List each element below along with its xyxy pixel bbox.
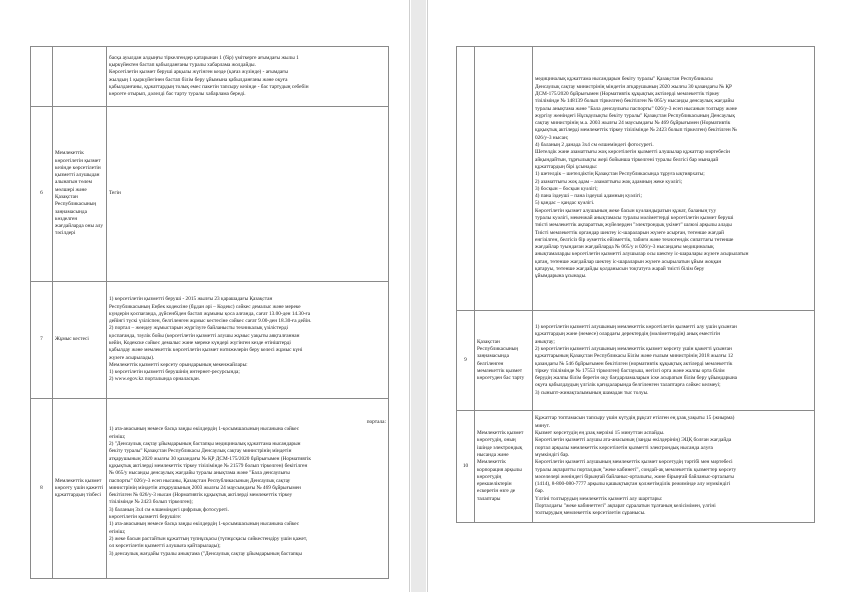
content-line: мәселелері жөніндегі бірыңғай байланыс-орталығы, және бірыңғай байланыс-орталығы [535, 473, 734, 480]
content-line: дейінгі түскі үзіліспен, белгіленген жұмыс кестесіне сәйкес сағат 9.00-ден 18.30-ға дейін. [109, 318, 312, 325]
content-line: құқықтық актілерді мемлекеттік тіркеу тізілімінде № 21579 болып тіркелген) бекітілген [109, 462, 308, 469]
content-line: № 065/у нысанды денсаулық жағдайы туралы анықтама және "Бала денсаулығы [109, 470, 290, 477]
content-line: 3) босқын – босқын куәлігі; [535, 185, 598, 192]
content-line: қабылдау және мемлекеттік көрсетілетін қызмет нәтижелерін беру келесі жұмыс күні [109, 347, 303, 354]
row-number [457, 47, 475, 311]
row-name: Мемлекеттік қызмет көрсету үшін қажетті құжаттардың тізбесі [53, 399, 107, 579]
content-line: паспорты" 026/у-3 есеп нысаны, Қазақстан Республикасының Денсаулық сақтау [109, 477, 291, 484]
content-line: Көрсетілетін қызмет алушының жеке басын куәландыратын құжат, баланың туу [535, 207, 717, 214]
content-line: анықтау; [535, 338, 555, 345]
content-line: Үлгіні толтырудың мемлекеттік қызметті алу шарттары: [535, 495, 663, 502]
content-line: минут. [535, 422, 550, 429]
row-number [31, 47, 53, 107]
row-content [533, 47, 815, 311]
content-line: анықтамаларды көрсетілетін қызметті алушылар осы шектеу іс-шаралары жүзеге асырылатын [535, 251, 749, 258]
content-line: өтініш; [109, 433, 126, 440]
content-line: туралы ақпаратты порталдың "жеке кабинеті", сондай-ақ мемлекеттік қызметтер көрсету [535, 466, 737, 473]
content-line: қоспағанда, тәулік бойы (көрсетілетін қызметті алушы жұмыс уақыты аяқталғаннан [109, 332, 300, 339]
content-line: тізілімінде № 2423 болып тіркелген); [109, 499, 193, 506]
content-line: 4) пана іздеуші – пана іздеуші адамның куәлігі; [535, 193, 642, 200]
content-line: 1) ата-анасының немесе басқа заңды өкілдердің 1-қосымшасының нысанына сәйкес [109, 426, 300, 433]
content-line: бар. [535, 488, 545, 495]
row-name: Мемлекеттік көрсетілетін қызмет кезінде көрсетілетін қызметті алушыдан алынатын төлем мөлшері және Қазақстан Республикасының заңнамасында көзделген жағдайларда оны алу тәсілдері [53, 107, 107, 282]
content-line: 2) www.egov.kz порталында орналасқан. [109, 376, 200, 383]
row-name [475, 47, 533, 311]
content-line: атқарушының 2020 жылғы 30 қазандағы № ҚР ДСМ-175/2020 бұйрығымен (Нормативтік [109, 455, 311, 462]
content-line: 1) көрсетілетін қызметті беруші - 2015 жылғы 23 қарашадағы Қазақстан [109, 296, 273, 303]
table-row [31, 399, 389, 579]
content-line: 2) портал – жөндеу жұмыстарын жүргізуге байланысты техникалық үзілістерді [109, 325, 289, 332]
content-line: қыркүйектен бастап қабылданғаны туралы хабарлама жолдайды. [109, 61, 256, 68]
content-line: мүмкіндігі бар. [535, 451, 570, 458]
content-line: Денсаулық сақтау министрінің міндетін атқарушының 2020 жылғы 30 қазандағы № ҚР [535, 83, 732, 90]
content-line: Тиісті мемлекеттік органдар шектеу іс-шараларын жүзеге асырған, төтенше жағдай [535, 229, 724, 236]
content-line: құжаттарының Қазақстан Республикасы Білім және ғылым министрінің 2018 жылғы 12 [535, 353, 734, 360]
content-line: қазандағы № 546 бұйрығымен бекітілген (нормативтік құқықтық актілерді мемлекеттік [535, 360, 733, 367]
content-line: 1) көрсетілетін қызметті берушінің интернет-ресурсында; [109, 369, 240, 376]
row-number: 6 [31, 107, 53, 282]
content-line: тиісті мемлекеттік ақпараттық жүйелерден "электрондық үкімет" шлюзі арқылы алады [535, 222, 732, 229]
content-line: Мемлекеттік қызметті көрсету орындарының мекенжайлары: [109, 361, 248, 368]
content-line: ол көрсетілетін қызметті алушыға қайтарылады); [109, 543, 221, 550]
content-line: 1) шетелдік – шетелдіктің Қазақстан Республикасында тұруға ықтиярхаты; [535, 171, 705, 178]
content-line: портал арқылы мемлекеттік көрсетілетін қызметті электрондық нысанда алуға [535, 444, 713, 451]
content-line: туралы анықтама және "Бала денсаулығы паспорты" 026/у-3 есеп нысанын толтыру және [535, 105, 737, 112]
row-content [533, 411, 815, 523]
row-content [107, 399, 389, 579]
content-line: енгізілген, белгісіз бір әуметтік ейізметтік, табиғи және техногендік сипаттағы төтенше [535, 236, 734, 243]
content-line: 1) көрсетілетін қызметті алушының мемлекеттік көрсетілетін қызметті алу үшін ұсынған [535, 324, 737, 331]
content-line: құқықтық актілерді мемлекеттік тіркеу тізілімінде № 2423 болып тіркелген) бекітілген № [535, 127, 738, 134]
content-line: медициналық құжаттама нысандарын бекіту туралы" Қазақстан Республикасы [535, 76, 713, 83]
content-line: министрінің міндетін атқарушының 2003 жылғы 24 маусымдағы № 469 бұйрығымен [109, 484, 301, 491]
content-line: басқа ауылдан алдыңғы тіркелгендер қатарынан 1 (бір) үміткерге ағымдағы жылы 1 [109, 54, 299, 61]
content-line: жағдайлар туындаған жағдайларда № 065/у и 026/у-3 нысандағы медициналық [535, 244, 714, 251]
content-line: Порталдағы "жеке кабинеттегі" ақпарат сұралатын тұлғаның келісімімен, үлгіні [535, 502, 716, 509]
content-line: Құжаттар топтамасын тапсыру үшін күтудің рұқсат етілген ең ұзақ уақыты 15 (жиырма) [535, 415, 735, 422]
table-row [31, 282, 389, 399]
content-line: 2) жеке басын растайтын құжаттың түпнұсқасы (түпнұсқасы сәйкестендіру үшін қажет, [109, 535, 308, 542]
table-row [457, 411, 815, 523]
content-line: 3) сыныпт-жинақталымының шамадан тыс толуы. [535, 389, 649, 396]
content-line: тізілімінде № 148139 болып тіркелген) бекітілген № 065/у нысанды денсаулық жағдайы [535, 98, 734, 105]
content-line: 5) қандас – қандас куәлігі. [535, 200, 595, 207]
content-line: бекітілген № 026/у-3 нысан (Нормативтік құқықтық актілерді мемлекеттік тіркеу [109, 492, 293, 499]
content-line: толтырудың мемлекеттік көрсетілетін сұранысы. [535, 510, 646, 517]
row-number: 10 [457, 411, 475, 523]
content-line: 2) азаматтығы жоқ адам – азаматтығы жоқ адамның жеке куәлігі; [535, 178, 683, 185]
content-line: 1) ата-анасының немесе басқа заңды өкілдердің 1-қосымшасының нысанына сәйкес [109, 521, 300, 528]
row-name: Қазақстан Республикасының заңнамасында белгіленген мемлекеттік қызмет көрсетуден бас тарту [475, 311, 533, 411]
content-line: Тегін [109, 190, 121, 197]
content-line: күндерін қоспағанда, дүйсенбіден бастап жұмыны қоса алғанда, сағат 13.00-ден 14.30-ға [109, 310, 311, 317]
content-line: жүзеге асырылады). [109, 354, 155, 361]
content-line: жүргізу жөніндегі Нұсқаулықты бекіту туралы" Қазақстан Республикасының Денсаулық [535, 112, 735, 119]
row-number: 8 [31, 399, 53, 579]
row-content [107, 47, 389, 107]
content-line: 3) денсаулық жағдайы туралы анықтама ("Денсаулық сақтау ұйымдарының бастапқы [109, 550, 302, 557]
service-standard-table-left [30, 46, 389, 579]
content-line: өтініш; [109, 528, 126, 535]
content-line: Республикасының Еңбек кодексіне (бұдан әрі – Кодекс) сәйкес демалыс және мереке [109, 303, 301, 310]
content-line: құжаттардың бірі ұсынады: [535, 163, 598, 170]
content-line: берудің жалпы білім беретін оқу бағдарламаларын іске асыратын білім беру ұйымдарына [535, 375, 738, 382]
content-line: Қызмет көрсетудің ең ұзақ мерзімі 15 минуттан аспайды. [535, 430, 665, 437]
table-row [31, 107, 389, 282]
content-line: 3) баланың 3х4 см өлшеміндегі цифрлық фотосуреті. [109, 506, 229, 513]
content-line: құжаттардың және (немесе) олардағы деректердің (мәліметтердің) анық еместігін [535, 331, 721, 338]
content-line: туралы куәлігі, мекенжай анықтамасы туралы мәліметтерді көрсетілетін қызмет беруші [535, 214, 734, 221]
content-line: 4) баланың 2 данада 3х4 см өлшеміндегі фотосуреті. [535, 142, 654, 149]
content-line: қатаруы, төтенше жағдайды қолданысын тоқтатуға жарай тиісті білім беру [535, 266, 705, 273]
table-row [457, 47, 815, 311]
row-content [533, 311, 815, 411]
content-line: көрсете отырып, дәлелді бас тарту туралы хабарлама береді. [109, 91, 246, 98]
row-content [107, 107, 389, 282]
row-name: Жұмыс кестесі [53, 282, 107, 399]
content-line: қатаң, төтенше жағдайлар шектеу іс-шараларын жүзеге асырылатын ұйым жоққан [535, 258, 722, 265]
content-line: Көрсетілетін қызметті алушының мемлекеттік қызмет көрсетудің тәртібі мен мәртебесі [535, 459, 733, 466]
content-line: ДСМ-175/2020 бұйрығымен (Нормативтік құқықтық актілерді мемлекеттік тіркеу [535, 90, 720, 97]
table-row [457, 311, 815, 411]
row-number: 7 [31, 282, 53, 399]
row-name: Мемлекеттік қызмет көрсетудің, оның ішінде электрондық нысанда және Мемлекеттік корпорация арқылы көрсетудің ерекшеліктерін ескеретін өзге де талаптары [475, 411, 533, 523]
content-line: 2) "Денсаулық сақтау ұйымдарының бастапқы медициналық құжаттама нысандарын [109, 441, 301, 448]
row-content [107, 282, 389, 399]
page-gutter [411, 0, 426, 592]
content-line: (1414), 8-800-080-7777 арқылы қашықтықтан қолжетімділік режимінде алу мүмкіндігі [535, 481, 731, 488]
content-line: кейін, Кодекске сәйкес демалыс және мереке күндері жүгінген кезде өтініштерді [109, 340, 291, 346]
content-line: сақтау министрінің м.а. 2003 жылғы 24 маусымдағы № 469 бұйрығымен (Нормативтік [535, 120, 731, 127]
content-line: көрсетілетін қызметті берушіге: [109, 514, 182, 521]
content-line: тіркеу тізілімінде № 17553 тіркелген) бастауыш, негізгі орта және жалпы орта білім [535, 367, 725, 374]
content-line: Көрсетілетін қызмет беруші арқылы жүгінген кезде (қағаз жүзінде) - ағымдағы [109, 69, 288, 76]
content-line: 026/у-3 нысан; [535, 134, 569, 141]
content-line: бекіту туралы" Қазақстан Республикасы Денсаулық сақтау министрінің міндетін [109, 448, 292, 455]
content-line: 2) көрсетілетін қызметті алушының мемлекеттік қызмет көрсету үшін қажетті ұсынған [535, 345, 732, 352]
content-line: жылдың 1 қыркүйегінен бастап білім беру ұйымына қабылданғаны және оқуға [109, 76, 288, 83]
content-line: айқындайтын, тұрғылықты жері бойынша тіркелгені туралы белгісі бар мынадай [535, 156, 719, 163]
row-name [53, 47, 107, 107]
table-row [31, 47, 389, 107]
content-line: оқуға қабылдаудың үлгілік қағидаларында белгіленген талаптарға сәйкес келмеуі; [535, 382, 721, 389]
content-line: Шетелдік және азаматтығы жоқ көрсетілетін қызметті алушылар құжаттар мәртебесін [535, 149, 730, 156]
content-line: портала: [366, 419, 386, 426]
content-line: ұйымдарына ұсынады. [535, 273, 587, 280]
row-number: 9 [457, 311, 475, 411]
service-standard-table-right [456, 46, 815, 523]
content-line: қабылданғаны, құжаттардың толық емес пакетін тапсыру кезінде - бас тартудың себебін [109, 83, 309, 90]
content-line: Көрсетілетін қызметті алушы ата-анасының (заңды өкілдерінің) ЭЦҚ болған жағдайда [535, 437, 732, 444]
